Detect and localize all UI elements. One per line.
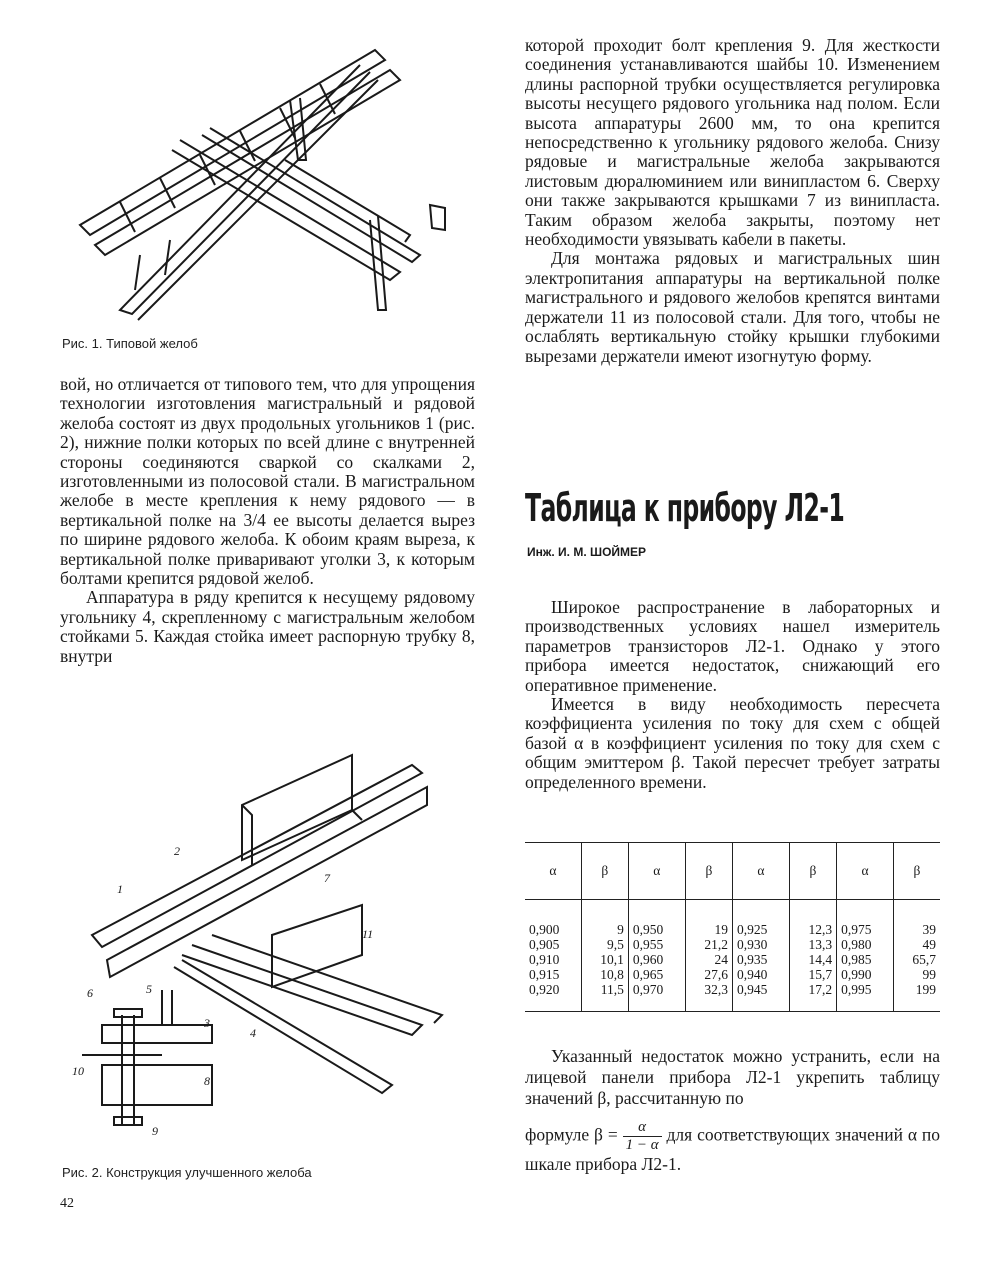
beta-formula xyxy=(623,1119,662,1154)
fig2-label-6: 6 xyxy=(87,986,93,1000)
left-paragraph-2: Аппаратура в ряду крепится к несущему рядовому угольнику 4, скрепленному с магистральным желобом стойками 5. Каждая стойка имеет распорную трубку 8, внутри xyxy=(60,587,475,666)
fig2-label-2: 2 xyxy=(174,844,180,858)
table-header-cell: β xyxy=(685,843,732,900)
article-intro xyxy=(525,598,940,792)
table-cell: 199 xyxy=(893,982,940,1012)
figure-2-drawing xyxy=(62,725,462,1145)
formula-suffix: для соответствующих значений α по шкале прибора Л2-1. xyxy=(525,1124,941,1174)
table-cell: 0,945 xyxy=(732,982,789,1012)
table-cell: 0,990 xyxy=(837,967,894,982)
fig2-label-5: 5 xyxy=(146,982,152,996)
fig2-label-4: 4 xyxy=(250,1026,256,1040)
right-paragraph-1: которой проходит болт крепления 9. Для жесткости соединения устанавливаются шайбы 10. Изменением длины распорной трубки осуществляется регулировка высоты несущего рядового угольника над полом. Если высота аппаратуры 2600 мм, то она крепится непосредственно к угольнику рядового желоба. Снизу рядовые и магистральные желоба закрываются листовым дюралюминием или винипластом 6. Сверху они также закрываются крышками 7 из винипласта. Таким образом желоба закрыты, поэтому нет необходимости увязывать кабели в пакеты. xyxy=(525,35,940,250)
table-cell: 13,3 xyxy=(789,937,836,952)
page-number: 42 xyxy=(60,1196,74,1211)
table-cell: 19 xyxy=(685,900,732,938)
table-cell: 24 xyxy=(685,952,732,967)
article-title: Таблица к прибору Л2-1 xyxy=(525,486,845,530)
table-header-cell: β xyxy=(581,843,628,900)
figure-1-drawing xyxy=(60,10,480,330)
fig2-label-11: 11 xyxy=(362,927,374,941)
table-cell: 0,925 xyxy=(732,900,789,938)
article-paragraph-3: Указанный недостаток можно устранить, если на лицевой панели прибора Л2-1 укрепить таблицу значений β, рассчитанную по xyxy=(525,1046,940,1108)
table-cell: 11,5 xyxy=(581,982,628,1012)
table-cell: 0,965 xyxy=(628,967,685,982)
table-cell: 27,6 xyxy=(685,967,732,982)
table-cell: 0,910 xyxy=(529,952,560,967)
article-paragraph-1: Широкое распространение в лабораторных и производственных условиях нашел измеритель параметров транзисторов Л2-1. Однако у этого прибора имеется недостаток, снижающий его оперативное применение. xyxy=(525,597,940,695)
table-header-cell: β xyxy=(789,843,836,900)
table-cell: 0,905 xyxy=(529,937,560,952)
table-cell: 0,995 xyxy=(837,982,894,1012)
table-cell: 0,930 xyxy=(732,937,789,952)
table-cell: 0,960 xyxy=(628,952,685,967)
table-cell: 0,900 xyxy=(529,922,560,937)
table-header-cell: α xyxy=(837,843,894,900)
table-cell: 17,2 xyxy=(789,982,836,1012)
table-header-cell: α xyxy=(628,843,685,900)
figure-1-caption: Рис. 1. Типовой желоб xyxy=(62,336,198,351)
table-cell: 12,3 xyxy=(789,900,836,938)
fig2-label-8: 8 xyxy=(204,1074,210,1088)
formula-line xyxy=(525,1119,940,1175)
table-cell: 49 xyxy=(893,937,940,952)
table-row xyxy=(525,982,940,1012)
table-cell: 99 xyxy=(893,967,940,982)
left-paragraph-1: вой, но отличается от типового тем, что для упрощения технологии изготовления магистральный и рядовой желоба состоят из двух продольных угольников 1 (рис. 2), нижние полки которых по всей длине с внутренней стороны соединяются сваркой со скалками 2, изготовленными из полосовой стали. В магистральном желобе в месте крепления к нему рядового — в вертикальной полке на 3/4 ее высоты делается вырез по ширине рядового желоба. К обоим краям выреза, к вертикальной полке приваривают уголки 3, к которым болтами крепится рядовой желоб. xyxy=(60,374,475,589)
table-cell: 65,7 xyxy=(893,952,940,967)
table-cell: 10,1 xyxy=(581,952,628,967)
table-cell: 0,970 xyxy=(628,982,685,1012)
table-cell: 32,3 xyxy=(685,982,732,1012)
fig2-label-1: 1 xyxy=(117,882,123,896)
table-cell: 15,7 xyxy=(789,967,836,982)
fig2-label-3: 3 xyxy=(204,1016,210,1030)
figure-2-caption: Рис. 2. Конструкция улучшенного желоба xyxy=(62,1165,312,1180)
left-column-text xyxy=(60,375,475,666)
right-column-text xyxy=(525,36,940,366)
article-author: Инж. И. М. ШОЙМЕР xyxy=(527,545,647,559)
beta-table xyxy=(525,842,940,1012)
table-cell: 9,5 xyxy=(581,937,628,952)
fig2-label-7: 7 xyxy=(324,871,330,885)
formula-prefix: формуле β = xyxy=(525,1124,618,1145)
table-cell: 10,8 xyxy=(581,967,628,982)
table-row xyxy=(525,952,940,967)
fig2-label-9: 9 xyxy=(152,1124,158,1138)
table-row xyxy=(525,900,940,938)
table-cell: 0,940 xyxy=(732,967,789,982)
table-cell: 9 xyxy=(581,900,628,938)
table-cell: 0,915 xyxy=(529,967,560,982)
table-cell: 0,980 xyxy=(837,937,894,952)
table-cell: 14,4 xyxy=(789,952,836,967)
table-cell: 0,920 xyxy=(525,982,581,1012)
table-cell: 0,955 xyxy=(628,937,685,952)
table-row xyxy=(525,937,940,952)
right-paragraph-2: Для монтажа рядовых и магистральных шин электропитания аппаратуры на вертикальной полке магистрального и рядового желобов крепятся винтами держатели 11 из полосовой стали. Для того, чтобы не ослаблять вертикальную стойку крышки глубокими вырезами держатели имеют изогнутую форму. xyxy=(525,248,940,366)
table-cell: 0,950 xyxy=(628,900,685,938)
formula-numerator: α xyxy=(623,1119,662,1137)
table-cell: 0,985 xyxy=(837,952,894,967)
table-header-cell: α xyxy=(732,843,789,900)
table-cell: 0,975 xyxy=(837,900,894,938)
table-row xyxy=(525,967,940,982)
table-header-cell: β xyxy=(893,843,940,900)
formula-denominator: 1 − α xyxy=(625,1137,659,1153)
table-cell: 39 xyxy=(893,900,940,938)
table-header-row xyxy=(525,843,940,900)
table-cell: 21,2 xyxy=(685,937,732,952)
table-cell: 0,935 xyxy=(732,952,789,967)
article-conclusion xyxy=(525,1046,940,1175)
table-header-cell: α xyxy=(525,843,581,900)
article-paragraph-2: Имеется в виду необходимость пересчета коэффициента усиления по току для схем с общей базой α в коэффициент усиления по току для схем с общим эмиттером β. Такой пересчет требует затраты определенного времени. xyxy=(525,694,940,792)
fig2-label-10: 10 xyxy=(72,1064,84,1078)
